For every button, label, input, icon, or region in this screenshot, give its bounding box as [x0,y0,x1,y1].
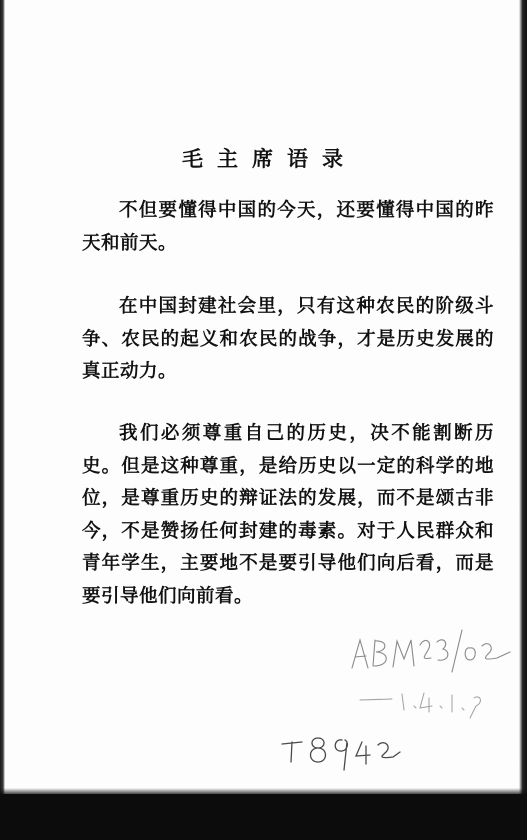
quote-paragraph-3: 我们必须尊重自己的历史，决不能割断历史。但是这种尊重，是给历史以一定的科学的地位，是尊重历史的辩证法的发展，而不是颂古非今，不是赞扬任何封建的毒素。对于人民群众和青年学生，主要地不是要引导他们向后看，而是要引导他们向前看。 [82,423,494,607]
page-title: 毛主席语录 [182,147,357,171]
handwritten-note-line3 [282,738,400,770]
quote-paragraph-2: 在中国封建社会里，只有这种农民的阶级斗争、农民的起义和农民的战争，才是历史发展的真正动力。 [82,296,494,382]
handwritten-note-line1 [352,630,510,672]
scan-edge-bottom [0,794,527,840]
quote-paragraph-1: 不但要懂得中国的今天，还要懂得中国的昨天和前天。 [82,200,494,254]
handwritten-note-line2 [360,693,480,718]
